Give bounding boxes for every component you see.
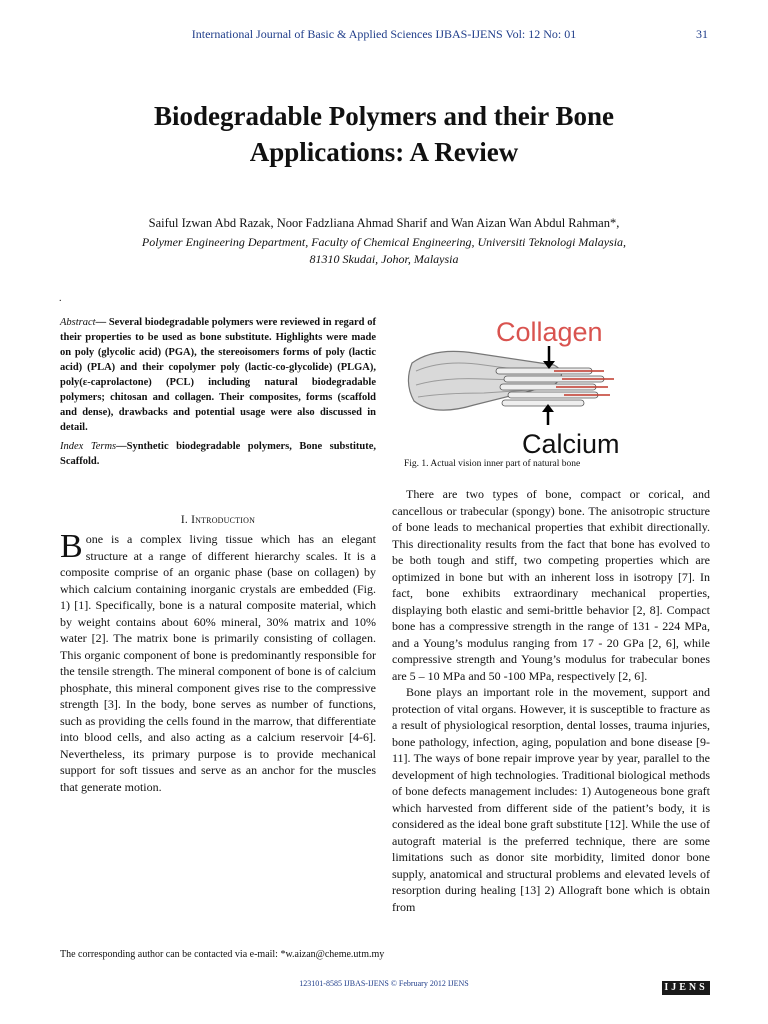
running-head: International Journal of Basic & Applied Sciences IJBAS-IJENS Vol: 12 No: 01: [191, 27, 577, 41]
stray-dot: .: [59, 293, 62, 304]
page-number: 31: [696, 27, 708, 41]
intro-text: one is a complex living tissue which has an elegant structure at a range of different hierarchy scales. It is a composite comprise of an organic phase (base on collagen) by which calcium containing inorganic crystals are embedded (Fig. 1) [1]. Specifically, bone is a natural composite material, which by weight contains about 60% mineral, 30% matrix and 10% water [2]. The matrix bone is primarily consisting of collagen. This organic component of bone is predominantly responsible for the tensile strength. The mineral component of bone is of calcium phosphate, this mineral component gives rise to the compressive strength [3]. In the body, bone serves as number of functions, such as providing the cells found in the marrow, that differentiate into blood cells, and also acting as a calcium reservoir [4-6]. Nevertheless, its primary purpose is to provide mechanical support for soft tissues and serve as an anchor for the muscles that generate motion.: [60, 532, 376, 794]
corresponding-author-footnote: The corresponding author can be contacted via e-mail: *w.aizan@cheme.utm.my: [60, 949, 385, 960]
abstract-text: — Several biodegradable polymers were reviewed in regard of their properties to be used as bone substitute. Highlights were made on poly (glycolic acid) (PGA), the stereoisomers forms of poly (lactic acid) (PLA) and their copolymer poly (lactic-co-glycolide) (PLGA), poly(ε-caprolactone) (PCL) including natural biodegradable polymers; chitosan and collagen. Their composites, forms (scaffold and dense), drawbacks and potential usage were also discussed in detail.: [60, 317, 376, 433]
paragraph: There are two types of bone, compact or corical, and cancellous or trabecular (spongy) bone. The anisotropic structure of bone leads to mechanical properties that exhibit directionally. This directionality results from the fact that bone has evolved to be both tough and stiff, two competing properties which are optimized in bone but with an inherent loss in isotropy [7]. In fact, bone exhibits extraordinary mechanical properties, displaying both elastic and semi-brittle behavior [2, 8]. Compact bone has a compressive strength in the range of 131 - 224 MPa, and a Young’s modulus ranging from 17 - 20 GPa [2, 6], while compressive strength and Young’s modulus for trabecular bones are 5 – 10 MPa and 50 -100 MPa, respectively [2, 6].: [392, 487, 710, 683]
affiliation-line-2: 81310 Skudai, Johor, Malaysia: [309, 252, 459, 266]
calcium-label: Calcium: [522, 429, 620, 455]
section-number: I.: [180, 514, 188, 526]
index-terms-lead: Index Terms: [60, 441, 117, 452]
bone-structure-illustration: [404, 313, 632, 455]
intro-paragraph: [60, 528, 376, 795]
right-column: [392, 486, 710, 915]
section-title: Introduction: [191, 514, 256, 526]
index-terms-text: —Synthetic biodegradable polymers, Bone substitute, Scaffold.: [60, 441, 376, 467]
fibril: [502, 400, 584, 406]
authors: Saiful Izwan Abd Razak, Noor Fadzliana Ahmad Sharif and Wan Aizan Wan Abdul Rahman*,: [148, 216, 620, 230]
figure-1: [404, 313, 632, 455]
paper-title: [60, 98, 708, 170]
index-terms: [60, 439, 376, 469]
abstract-lead: Abstract: [60, 317, 96, 328]
footer-text: 123101-8585 IJBAS-IJENS © February 2012 IJENS: [299, 979, 469, 988]
figure-caption: Fig. 1. Actual vision inner part of natural bone: [404, 459, 581, 469]
collagen-label: Collagen: [496, 317, 603, 347]
ijens-logo: IJENS: [662, 981, 710, 995]
affiliation: [90, 234, 678, 268]
section-heading: [60, 514, 376, 526]
title-line-1: Biodegradable Polymers and their Bone: [153, 101, 614, 131]
paragraph: Bone plays an important role in the movement, support and protection of vital organs. However, it is susceptible to fracture as a result of physiological resorption, dental losses, trauma injuries, bone pathology, infection, aging, population and bone disease [9-11]. The ways of bone repair improve year by year, parallel to the development of high technologies. Traditional biological methods of bone defects management includes: 1) Autogeneous bone graft which harvested from different side of the patient’s body, it is considered as the ideal bone graft substitute [12]. While the use of autograft material is the preferred technique, there are some limitations such as donor site morbidity, limited donor bone supply, anatomical and structural problems and elevated levels of resorption during healing [13] 2) Allograft bone which is obtain from: [392, 685, 710, 914]
drop-cap: B: [60, 528, 83, 565]
abstract: [60, 315, 376, 435]
title-line-2: Applications: A Review: [249, 137, 519, 167]
affiliation-line-1: Polymer Engineering Department, Faculty of Chemical Engineering, Universiti Teknologi Malaysia,: [141, 235, 627, 249]
